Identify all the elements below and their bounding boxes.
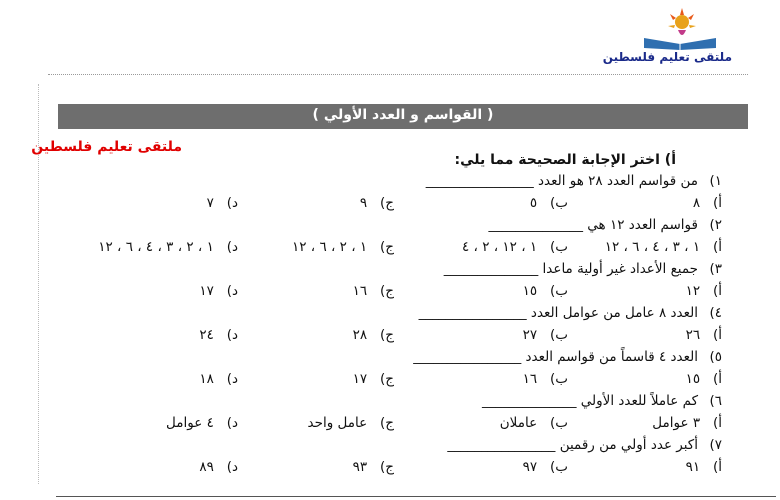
option-gap [214,459,227,475]
answer-option[interactable] [500,415,568,431]
option-label: أ) [712,415,722,431]
option-value: ٩١ [685,459,701,475]
question-text: قواسم العدد ١٢ هي ______________ [488,217,698,233]
option-value: ٢٨ [352,327,368,343]
question-number: ٢) [709,217,722,233]
question-text: من قواسم العدد ٢٨ هو العدد ________________ [425,173,698,189]
option-gap [367,195,380,211]
option-label: ب) [550,415,568,431]
answer-option[interactable] [686,327,722,343]
option-gap [537,283,550,299]
option-value: ١٧ [199,283,214,299]
answer-option[interactable] [98,239,238,255]
option-gap [700,195,713,211]
option-gap [214,195,227,211]
option-label: د) [226,195,238,211]
question-number: ٤) [709,305,722,321]
option-value: ٩٣ [352,459,368,475]
option-value: ٨٩ [199,459,214,475]
option-gap [537,239,550,255]
question-text: جميع الأعداد غير أولية ماعدا ______________ [443,261,698,277]
option-label: أ) [712,371,722,387]
option-gap [700,371,713,387]
option-value: ٣ عوامل [652,415,701,431]
option-value: ١٦ [352,283,368,299]
question-number: ٥) [709,349,722,365]
option-label: ب) [550,459,568,475]
option-value: ١٥ [522,283,538,299]
option-value: ١٧ [352,371,368,387]
option-label: ج) [380,327,394,343]
option-label: د) [226,283,238,299]
option-label: ب) [550,371,568,387]
option-gap [537,415,550,431]
answer-option[interactable] [523,283,568,299]
option-value: ٨ [692,195,701,211]
option-gap [367,371,380,387]
question-number: ٧) [709,437,722,453]
option-label: ج) [380,283,394,299]
option-value: ١ ، ١٢ ، ٢ ، ٤ [461,239,538,255]
option-gap [537,327,550,343]
option-value: ٤ عوامل [166,415,214,431]
option-label: أ) [712,239,722,255]
option-value: ٥ [529,195,538,211]
option-gap [700,239,713,255]
answer-option[interactable] [686,283,722,299]
answer-option[interactable] [199,283,238,299]
book-icon [642,36,718,50]
option-value: ١٦ [522,371,538,387]
question-number: ١) [709,173,722,189]
option-value: ١ ، ٣ ، ٤ ، ٦ ، ١٢ [604,239,701,255]
option-value: ٢٦ [685,327,701,343]
option-label: د) [226,327,238,343]
answer-option[interactable] [462,239,568,255]
question-text: كم عاملاً للعدد الأولي ______________ [481,393,698,409]
option-label: ب) [550,283,568,299]
answer-option[interactable] [523,459,568,475]
answer-option[interactable] [199,459,238,475]
option-gap [214,371,227,387]
option-value: عاملان [499,415,538,431]
option-value: ٧ [206,195,214,211]
option-label: د) [226,371,238,387]
option-label: أ) [712,327,722,343]
option-label: ج) [380,195,394,211]
answer-option[interactable] [353,327,394,343]
option-label: ج) [380,371,394,387]
option-gap [700,327,713,343]
title-text: ( القواسم و العدد الأولي ) [312,107,494,123]
answer-option[interactable] [199,371,238,387]
option-gap [214,415,227,431]
answer-option[interactable] [652,415,722,431]
question-number: ٣) [709,261,722,277]
option-label: ب) [550,195,568,211]
answer-option[interactable] [686,459,722,475]
option-value: ١٥ [685,371,701,387]
option-value: ٢٧ [522,327,538,343]
answer-option[interactable] [686,371,722,387]
option-gap [700,415,713,431]
answer-option[interactable] [353,459,394,475]
option-label: ب) [550,239,568,255]
option-gap [537,195,550,211]
answer-option[interactable] [308,415,394,431]
option-label: أ) [712,459,722,475]
answer-option[interactable] [523,327,568,343]
option-label: د) [226,415,238,431]
option-value: ١٨ [199,371,214,387]
question-text: أكبر عدد أولي من رقمين ________________ [447,437,698,453]
watermark-text: ملتقى تعليم فلسطين [31,139,182,155]
option-label: أ) [712,195,722,211]
option-label: ب) [550,327,568,343]
option-label: ج) [380,459,394,475]
option-gap [367,415,380,431]
question-text: العدد ٨ عامل من عوامل العدد ________________ [418,305,698,321]
option-label: ج) [380,415,394,431]
option-gap [214,239,227,255]
option-value: ٩ [359,195,368,211]
answer-option[interactable] [530,195,568,211]
answer-option[interactable] [605,239,722,255]
answer-option[interactable] [360,195,394,211]
question-text: العدد ٤ قاسماً من قواسم العدد ________________ [413,349,698,365]
page-border-top [48,74,748,75]
option-gap [214,283,227,299]
logo-text: ملتقى تعليم فلسطين [602,50,732,64]
option-gap [700,459,713,475]
option-label: د) [226,239,238,255]
option-gap [537,371,550,387]
instruction: أ) اختر الإجابة الصحيحة مما يلي: [454,152,676,168]
title-bar [58,104,748,129]
option-gap [537,459,550,475]
option-gap [700,283,713,299]
option-gap [367,327,380,343]
answer-option[interactable] [292,239,394,255]
option-gap [367,239,380,255]
option-label: د) [226,459,238,475]
option-value: ١ ، ٢ ، ٣ ، ٤ ، ٦ ، ١٢ [98,239,214,255]
option-value: ١٢ [685,283,701,299]
answer-option[interactable] [353,371,394,387]
option-label: ج) [380,239,394,255]
answer-option[interactable] [199,327,238,343]
answer-option[interactable] [523,371,568,387]
answer-option[interactable] [693,195,722,211]
option-gap [214,327,227,343]
option-gap [367,459,380,475]
option-value: ٢٤ [199,327,214,343]
answer-option[interactable] [207,195,238,211]
answer-option[interactable] [353,283,394,299]
option-label: أ) [712,283,722,299]
answer-option[interactable] [166,415,238,431]
site-logo [602,2,732,68]
option-value: ١ ، ٢ ، ٦ ، ١٢ [291,239,368,255]
question-number: ٦) [709,393,722,409]
page-border-bottom [56,496,776,497]
option-gap [367,283,380,299]
option-value: ٩٧ [522,459,538,475]
option-value: عامل واحد [307,415,368,431]
